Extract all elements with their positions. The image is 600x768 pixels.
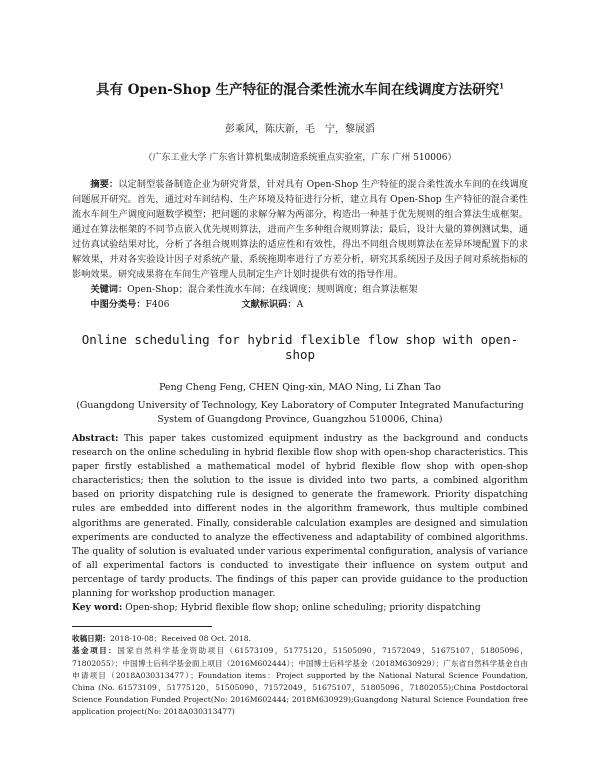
chinese-affiliation: （广东工业大学 广东省计算机集成制造系统重点实验室，广东 广州 510006） [143,153,457,163]
classification-line [72,297,528,312]
chinese-keywords [72,282,528,297]
english-affiliation [72,399,528,427]
document-code-value: A [296,299,304,310]
class-number-value: F406 [145,299,170,310]
document-code-label: 文献标识码： [241,299,297,310]
english-abstract-text: This paper takes customized equipment industry as the background and conducts research on the online scheduling in hybrid flexible flow shop with open-shop characteristics. This paper firstly established a mathematical model of hybrid flexible flow shop with open-shop characteristics; then the solution to the issue is divided into two parts, a combined algorithm based on priority dispatching rule is designed to generate the framework. Priority dispatching rules are embedded into different nodes in the algorithm framework, thus multiple combined algorithms are generated. Finally, considerable calculation examples are designed and simulation experiments are conducted to analyze the effectiveness and adaptability of combined algorithms. The quality of solution is evaluated under various experimental configuration, analysis of variance of all experimental factors is conducted to investigate their influence on system output and percentage of tardy products. The findings of this paper can provide guidance to the production planning for workshop production manager. [72,434,528,600]
received-label: 收稿日期： [72,634,110,644]
english-abstract [72,432,528,601]
class-number-label: 中图分类号： [90,299,146,310]
english-affiliation-line1: (Guangdong University of Technology, Key Laboratory of Computer Integrated Manufacturing [76,400,524,411]
received-date [72,633,528,645]
footnote-divider [72,626,212,627]
english-keywords-label: Key word: [72,602,123,614]
chinese-title-text: 具有 Open-Shop 生产特征的混合柔性流水车间在线调度方法研究 [96,82,500,98]
english-title: Online scheduling for hybrid flexible flow shop with open-shop [81,332,519,362]
chinese-title [72,78,528,98]
chinese-authors: 彭乘风，陈庆新，毛 宁，黎展滔 [225,124,375,135]
funding-note [72,645,528,718]
chinese-keywords-text: Open-Shop；混合柔性流水车间；在线调度；规则调度；组合算法框架 [127,284,418,295]
chinese-keywords-label: 关键词： [90,284,128,295]
english-authors: Peng Cheng Feng, CHEN Qing-xin, MAO Ning, Li Zhan Tao [159,382,441,393]
english-keywords-text: Open-shop; Hybrid flexible flow shop; online scheduling; priority dispatching [122,603,481,614]
chinese-abstract-text: 以定制型装备制造企业为研究背景，针对具有 Open-Shop 生产特征的混合柔性流水车间的在线调度问题展开研究。首先，通过对车间结构、生产环境及特征进行分析，建立具有 Open-Shop 生产特征的混合柔性流水车间生产调度问题数学模型；把问题的求解分解为两部分，构造出一种基于优先规则的组合算法生成框架。通过在算法框架的不同节点嵌入优先规则算法，进而产生多种组合规则算法；最后，设计大量的算例测试集，通过仿真试验结果对比，分析了各组合规则算法的适应性和有效性，得出不同组合规则算法在差异环境配置下的求解效果，并对各实验设计因子对系统产量、系统拖期率进行了方差分析，研究其系统因子及因子间对系统指标的影响效果。研究成果将在车间生产管理人员制定生产计划时提供有效的指导作用。 [72,179,529,280]
funding-text: 国家自然科学基金资助项目（61573109，51775120，51505090，71572049，51675107，51805096，71802055）；中国博士后科学基金面上项目（2016M602444）；中国博士后科学基金（2018M630929）；广东省自然科学基金自由申请项目（2018A030313477）；Foundation items：Project supported by the National Natural Science Foundation, China (No. 61573109，51775120，51505090，71572049，51675107，51805096，71802055);China Postdoctoral Science Foundation Funded Project(No: 2016M602444; 2018M630929);Guangdong Natural Science Foundation free application project(No: 2018A030313477) [72,646,529,717]
english-keywords [72,601,528,615]
chinese-abstract [72,177,528,282]
chinese-abstract-label: 摘要： [90,179,119,190]
funding-label: 基金项目： [72,646,118,656]
english-affiliation-line2: System of Guangdong Province, Guangzhou 510006, China) [157,414,443,425]
english-abstract-label: Abstract: [72,433,119,444]
title-footnote-mark: 1 [499,81,504,91]
received-text: 2018-10-08；Received 08 Oct. 2018. [109,634,251,644]
